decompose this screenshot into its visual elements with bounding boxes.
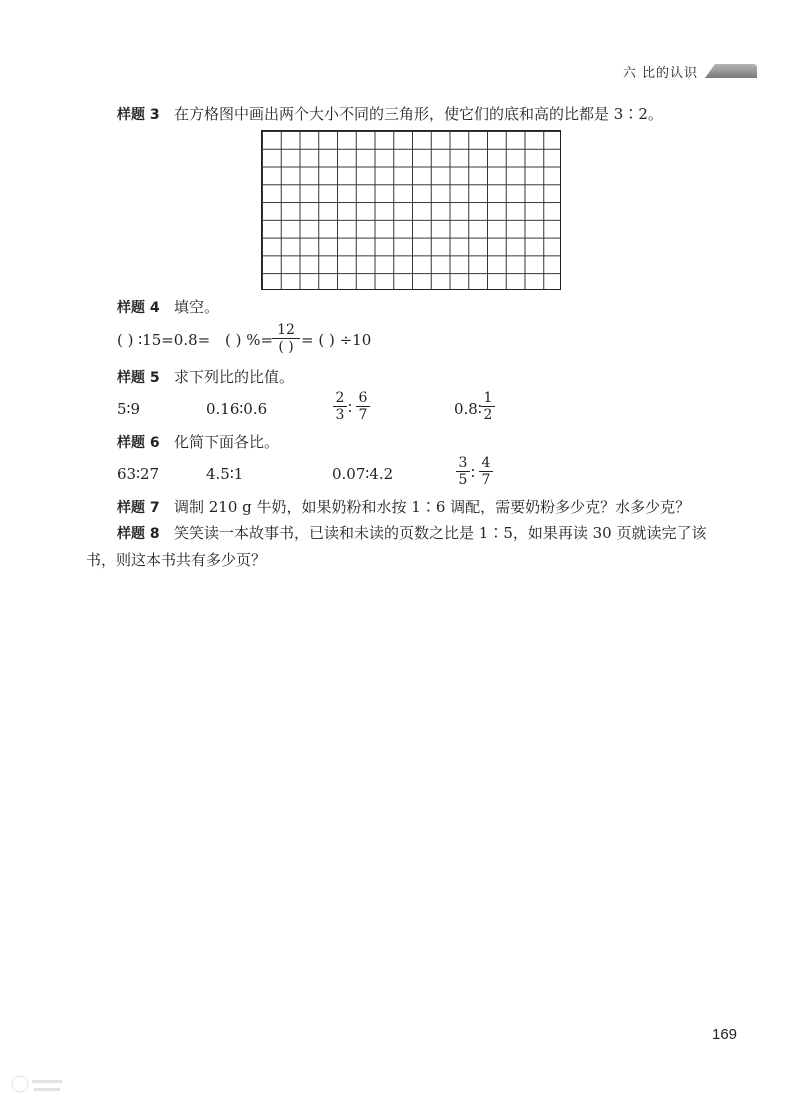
q5-text: 求下列比的比值。 xyxy=(174,368,295,386)
q8-text-line-2: 书，则这本书共有多少页？ xyxy=(86,551,267,569)
q4-label: 样题 4 xyxy=(117,300,160,316)
q7-label: 样题 7 xyxy=(117,500,160,516)
square-grid[interactable] xyxy=(261,130,561,290)
q4-fraction-numerator: 12 xyxy=(272,322,300,339)
q5-item-4-frac xyxy=(481,390,495,423)
numerator: 2 xyxy=(333,390,347,407)
q3-text: 在方格图中画出两个大小不同的三角形，使它们的底和高的比都是 3∶2。 xyxy=(174,105,663,123)
denominator: 7 xyxy=(358,407,368,423)
denominator: 5 xyxy=(458,472,468,488)
q4-blank-2: ( ) %= xyxy=(225,331,274,349)
q5-item-3-frac-a xyxy=(333,390,347,423)
chapter-title: 六 比的认识 xyxy=(622,66,698,81)
numerator: 4 xyxy=(479,455,493,472)
q6-item-4-colon: ∶ xyxy=(471,464,475,482)
q7-text: 调制 210 g 牛奶，如果奶粉和水按 1∶6 调配，需要奶粉多少克？水多少克？ xyxy=(174,498,691,516)
chapter-tab-icon xyxy=(705,64,757,78)
numerator: 6 xyxy=(356,390,370,407)
q6-text: 化简下面各比。 xyxy=(174,433,280,451)
denominator: 7 xyxy=(481,472,491,488)
q4-fraction xyxy=(272,322,300,355)
q6-item-4-frac-b xyxy=(479,455,493,488)
corner-stamp-icon xyxy=(8,1070,68,1110)
q6-item-1: 63∶27 xyxy=(117,465,160,483)
q8-label: 样题 8 xyxy=(117,526,160,542)
q6-item-2: 4.5∶1 xyxy=(206,465,244,483)
q5-item-4: 0.8∶ xyxy=(454,400,482,418)
numerator: 3 xyxy=(456,455,470,472)
q4-blank-3: = ( ) ÷10 xyxy=(301,331,372,349)
numerator: 1 xyxy=(481,390,495,407)
q6-item-4-frac-a xyxy=(456,455,470,488)
q5-item-3-colon: ∶ xyxy=(348,399,352,417)
q4-text: 填空。 xyxy=(174,298,220,316)
q5-item-1: 5∶9 xyxy=(117,400,140,418)
q4-blank-1: ( ) ∶15=0.8= xyxy=(117,331,211,349)
q5-item-2: 0.16∶0.6 xyxy=(206,400,268,418)
q8-text-line-1: 笑笑读一本故事书，已读和未读的页数之比是 1∶5，如果再读 30 页就读完了该 xyxy=(174,524,707,542)
denominator: 2 xyxy=(483,407,493,423)
q4-fraction-denominator: ( ) xyxy=(278,339,294,355)
denominator: 3 xyxy=(335,407,345,423)
page-number: 169 xyxy=(712,1026,738,1043)
q3-label: 样题 3 xyxy=(117,107,160,123)
q6-item-3: 0.07∶4.2 xyxy=(332,465,394,483)
q5-label: 样题 5 xyxy=(117,370,160,386)
q5-item-3-frac-b xyxy=(356,390,370,423)
q6-label: 样题 6 xyxy=(117,435,160,451)
